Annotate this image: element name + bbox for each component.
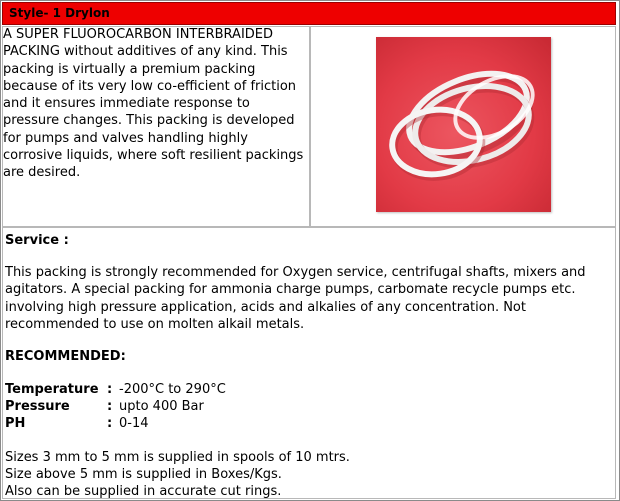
spec-colon: : [107, 416, 113, 431]
size-note-3: Also can be supplied in accurate cut rings. [5, 484, 282, 499]
title-bar [2, 2, 616, 25]
size-note-2: Size above 5 mm is supplied in Boxes/Kgs. [5, 467, 282, 482]
spec-colon: : [107, 382, 113, 397]
product-title: Style- 1 Drylon [9, 6, 110, 20]
size-note-1: Sizes 3 mm to 5 mm is supplied in spools of 10 mtrs. [5, 450, 350, 465]
spec-label: Pressure [5, 399, 70, 414]
spec-label: PH [5, 416, 26, 431]
spec-label: Temperature [5, 382, 99, 397]
spec-value: upto 400 Bar [119, 399, 204, 414]
product-description: A SUPER FLUOROCARBON INTERBRAIDED PACKING without additives of any kind. This packing is virtually a premium packing because of its very low co-efficient of friction and it ensures immediate response to pressure changes. This packing is developed for pumps and valves handling highly corrosive liquids, where soft resilient packings are desired. [3, 27, 304, 181]
service-heading: Service : [5, 233, 69, 248]
spec-value: 0-14 [119, 416, 149, 431]
packing-rings-photo [376, 37, 551, 212]
recommended-heading: RECOMMENDED: [5, 349, 126, 364]
spec-value: -200°C to 290°C [119, 382, 226, 397]
spec-colon: : [107, 399, 113, 414]
service-text: This packing is strongly recommended for Oxygen service, centrifugal shafts, mixers and agitators. A special packing for ammonia charge pumps, carbomate recycle pumps etc. involving high pressure application, acids and alkalies of any concentration. Not recommended to use on molten alkail metals. [5, 265, 586, 332]
